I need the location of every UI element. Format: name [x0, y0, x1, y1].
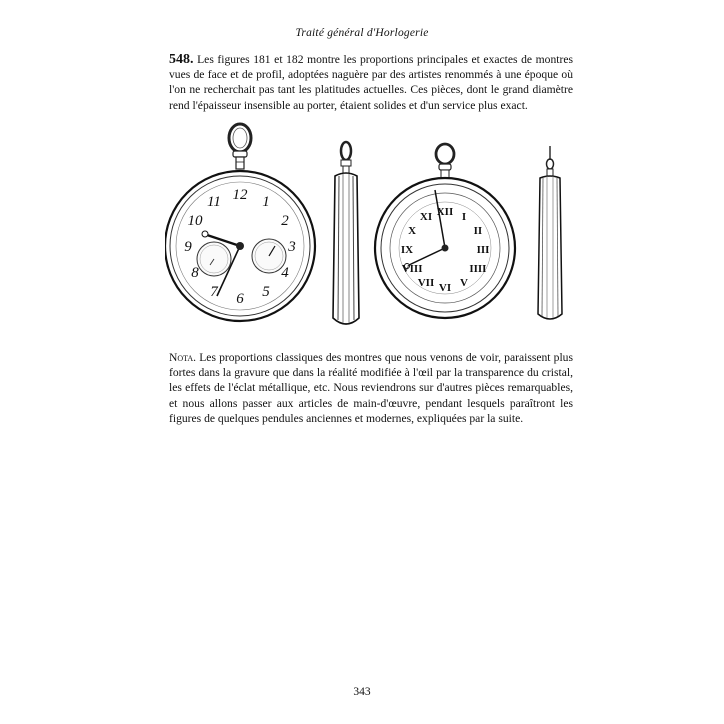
- watch1-numeral: 12: [232, 187, 248, 203]
- watch2-numeral: II: [473, 225, 483, 237]
- nota-text: Les proportions classiques des montres que nous venons de voir, paraissent plus fortes dans la gravure que dans la réalité modifiée à l'œil par la transparence du cristal, les effets de l'éclat métallique, etc. Nous reviendrons sur d'autres pièces remarquables, et nous allons passer aux articles de main-d'œuvre, pendant lesquels paraîtront les figures de quelques pendules anciennes et modernes, expliquées par la suite.: [169, 351, 573, 425]
- watch1-numeral: 1: [262, 194, 270, 210]
- watch1-numeral: 8: [191, 265, 199, 281]
- watch2-numeral: VII: [417, 276, 435, 289]
- watch1-numeral: 4: [281, 265, 289, 281]
- watch2-numeral: IX: [400, 244, 414, 256]
- watch1-numeral: 10: [187, 213, 203, 229]
- paragraph-548-text: Les figures 181 et 182 montre les proportions principales et exactes de montres vues de face et de profil, adoptées naguère par des artistes renommés à une époque où l'on ne recherchait pas tant les platitudes actuelles. Ces pièces, dont le grand diamètre rend l'épaisseur insensible au porter, étaient solides et d'un service plus exact.: [169, 53, 573, 112]
- watch1-numeral: 11: [207, 194, 221, 210]
- nota-paragraph: [169, 350, 573, 426]
- watch2-numeral: I: [461, 211, 467, 224]
- watch1-numeral: 9: [184, 239, 192, 255]
- watch1-front: [165, 124, 315, 321]
- watch1-numeral: 7: [210, 284, 218, 300]
- page-number: 343: [353, 686, 371, 698]
- watch1-numeral: 5: [262, 284, 270, 300]
- watch2-numeral: XI: [419, 211, 433, 224]
- watch2-numeral: X: [408, 225, 417, 237]
- watch1-numeral: 2: [281, 213, 289, 229]
- watch1-profile: [333, 142, 359, 324]
- watch1-numeral: 3: [288, 239, 296, 255]
- watch2-numeral: V: [460, 276, 468, 289]
- running-head: Traité général d'Horlogerie: [295, 27, 429, 39]
- paragraph-number: 548.: [169, 52, 194, 67]
- watch2-numeral: VI: [438, 282, 452, 294]
- watch1-numeral: 6: [236, 291, 244, 307]
- watch2-numeral: IIII: [469, 263, 487, 275]
- watch-figures: [165, 118, 575, 346]
- paragraph-548: [169, 52, 573, 113]
- watch2-numeral: XII: [436, 206, 454, 218]
- nota-label: Nota.: [169, 351, 197, 364]
- watch2-profile: [538, 146, 562, 319]
- watch2-front: [375, 144, 515, 318]
- watch2-numeral: VIII: [401, 263, 423, 275]
- watch2-numeral: III: [476, 244, 490, 256]
